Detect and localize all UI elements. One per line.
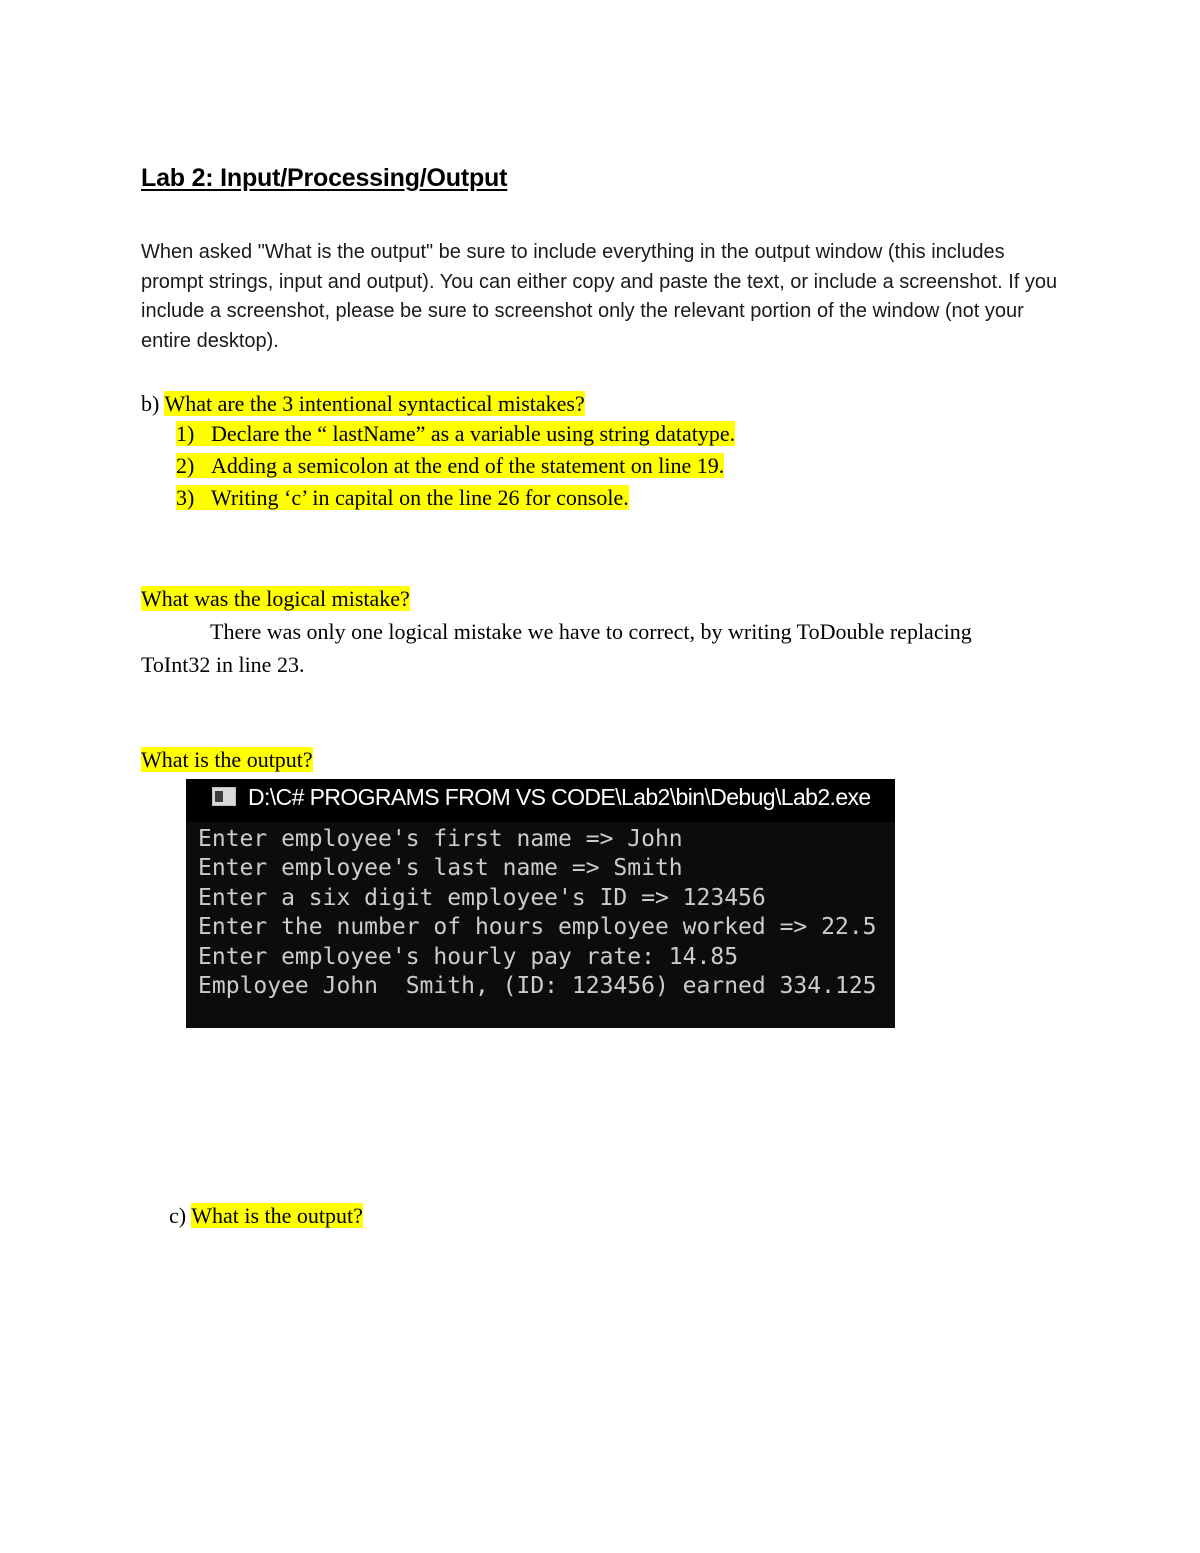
question-b-prefix: b) xyxy=(141,391,165,416)
logical-mistake-question xyxy=(141,584,410,614)
console-line: Enter employee's last name => Smith xyxy=(198,855,683,882)
console-output xyxy=(198,825,895,1028)
console-line: Employee John Smith, (ID: 123456) earned 334.125 xyxy=(198,972,877,999)
console-window-icon xyxy=(212,787,236,806)
output-question-text: What is the output? xyxy=(141,747,313,772)
list-item xyxy=(176,485,629,511)
list-item-text: Writing ‘c’ in capital on the line 26 for console. xyxy=(211,485,629,510)
console-line: Enter employee's first name => John xyxy=(198,826,683,852)
list-item-number: 2) xyxy=(176,453,195,478)
list-item-number: 1) xyxy=(176,421,195,446)
logical-mistake-answer: There was only one logical mistake we have to correct, by writing ToDouble replacing ToInt32 in line 23. xyxy=(141,619,972,677)
list-item-text: Declare the “ lastName” as a variable using string datatype. xyxy=(211,421,736,446)
console-line: Enter a six digit employee's ID => 123456 xyxy=(198,884,766,911)
instructions-paragraph: When asked "What is the output" be sure to include everything in the output window (this includes prompt strings, input and output). You can either copy and paste the text, or include a screenshot. If you include a screenshot, please be sure to screenshot only the relevant portion of the window (not your entire desktop). xyxy=(141,241,1058,353)
page-title: Lab 2: Input/Processing/Output xyxy=(141,164,508,192)
question-c-text: What is the output? xyxy=(191,1203,363,1228)
list-item xyxy=(176,453,724,479)
list-item-text: Adding a semicolon at the end of the statement on line 19. xyxy=(211,453,725,478)
logical-mistake-question-text: What was the logical mistake? xyxy=(141,586,410,611)
console-window-title: D:\C# PROGRAMS FROM VS CODE\Lab2\bin\Debug\Lab2.exe xyxy=(248,784,871,810)
question-c xyxy=(169,1201,363,1231)
console-title-bar xyxy=(186,779,895,822)
output-question xyxy=(141,745,313,775)
list-item-number: 3) xyxy=(176,485,195,510)
question-b xyxy=(141,389,585,419)
question-b-text: What are the 3 intentional syntactical mistakes? xyxy=(164,391,585,416)
console-line: Enter employee's hourly pay rate: 14.85 xyxy=(198,943,739,970)
question-c-prefix: c) xyxy=(169,1203,192,1228)
list-item xyxy=(176,421,735,447)
console-screenshot xyxy=(186,779,895,1028)
console-line: Enter the number of hours employee worked => 22.5 xyxy=(198,914,877,941)
